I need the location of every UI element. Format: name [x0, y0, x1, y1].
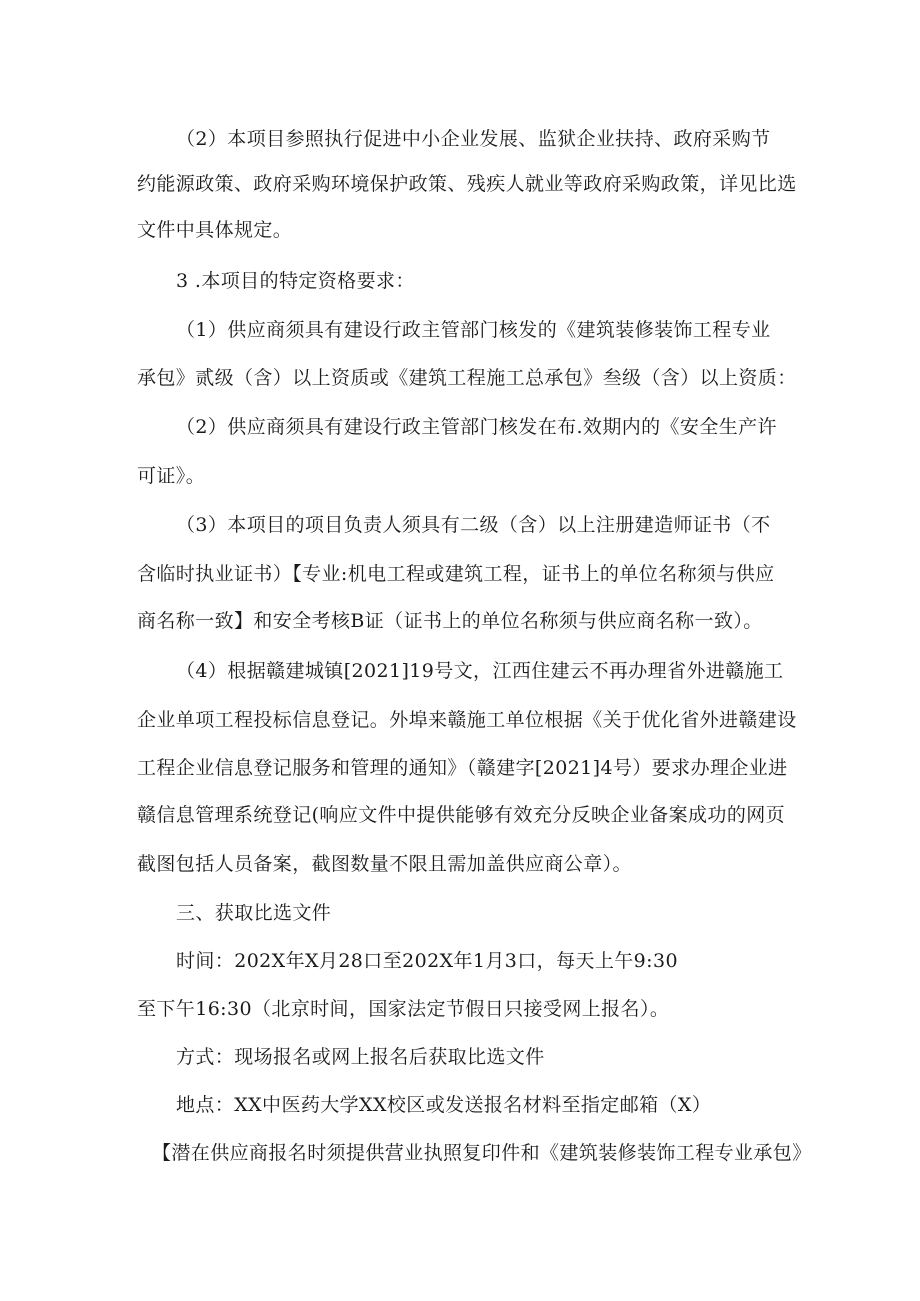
- paragraph-1-line-1: （2）本项目参照执行促进中小企业发展、监狱企业扶持、政府采购节: [176, 128, 771, 150]
- paragraph-1-line-2: 约能源政策、政府采购环境保护政策、残疾人就业等政府采购政策，详见比选: [137, 173, 797, 195]
- section-heading-qualifications: 3 .本项目的特定资格要求：: [176, 270, 415, 292]
- paragraph-6-line-2: 企业单项工程投标信息登记。外埠来赣施工单位根据《关于优化省外进赣建设: [137, 709, 797, 731]
- paragraph-6-line-3: 工程企业信息登记服务和管理的通知》（赣建字[2021]4号）要求办理企业进: [137, 757, 788, 779]
- section-heading-obtain-documents: 三、获取比选文件: [176, 902, 332, 924]
- location-line: 地点：XX中医药大学XX校区或发送报名材料至指定邮箱（X）: [176, 1094, 712, 1116]
- paragraph-4-line-1: （2）供应商须具有建设行政主管部门核发在布.效期内的《安全生产许: [176, 416, 777, 438]
- paragraph-6-line-4: 赣信息管理系统登记(响应文件中提供能够有效充分反映企业备案成功的网页: [137, 804, 786, 826]
- paragraph-5-line-3: 商名称一致】和安全考核B证（证书上的单位名称须与供应商名称一致）。: [137, 610, 763, 632]
- paragraph-5-line-1: （3）本项目的项目负责人须具有二级（含）以上注册建造师证书（不: [176, 514, 771, 536]
- paragraph-3-line-1: （1）供应商须具有建设行政主管部门核发的《建筑装修装饰工程专业: [176, 319, 771, 341]
- time-line-2: 至下午16:30（北京时间，国家法定节假日只接受网上报名）。: [137, 998, 670, 1020]
- time-line-1: 时间：202X年X月28口至202X年1月3口，每天上午9:30: [176, 950, 678, 972]
- paragraph-4-line-2: 可证》。: [137, 465, 206, 487]
- paragraph-5-line-2: 含临时执业证书）【专业:机电工程或建筑工程，证书上的单位名称须与供应: [137, 563, 775, 585]
- paragraph-6-line-1: （4）根据赣建城镇[2021]19号文，江西住建云不再办理省外进赣施工: [176, 660, 784, 682]
- registration-requirement-line: 【潜在供应商报名时须提供营业执照复印件和《建筑装修装饰工程专业承包》: [152, 1142, 812, 1164]
- paragraph-1-line-3: 文件中具体规定。: [137, 219, 293, 241]
- paragraph-3-line-2: 承包》贰级（含）以上资质或《建筑工程施工总承包》叁级（含）以上资质：: [137, 367, 797, 389]
- paragraph-6-line-5: 截图包括人员备案，截图数量不限且需加盖供应商公章）。: [137, 853, 632, 875]
- method-line: 方式：现场报名或网上报名后获取比选文件: [176, 1046, 545, 1068]
